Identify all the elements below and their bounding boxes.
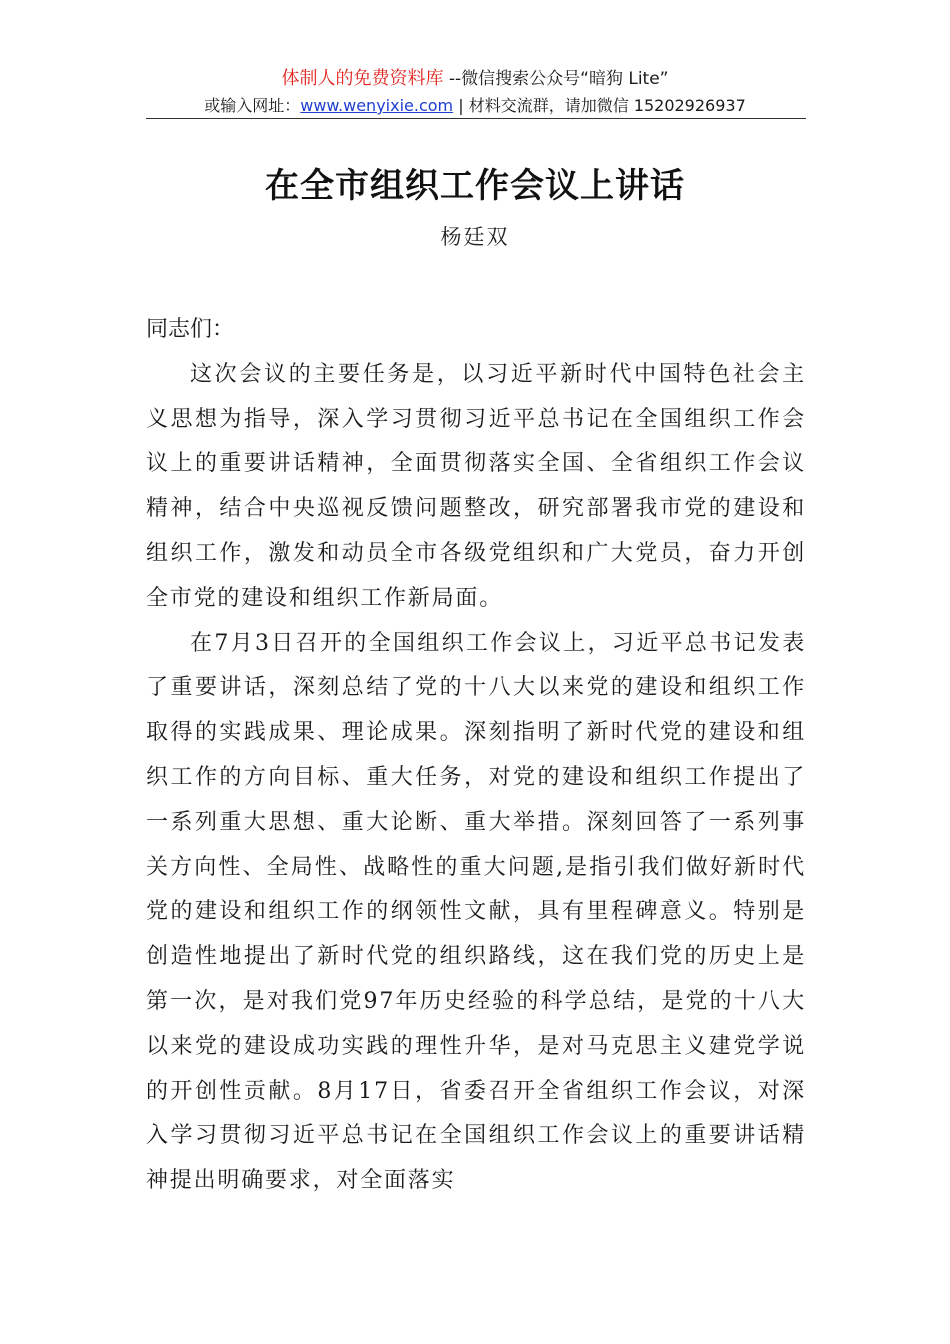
document-author: 杨廷双 — [440, 225, 510, 249]
page-header — [0, 66, 950, 118]
paragraph-2: 在7月3日召开的全国组织工作会议上，习近平总书记发表了重要讲话，深刻总结了党的十八大以来党的建设和组织工作取得的实践成果、理论成果。深刻指明了新时代党的建设和组织工作的方向目标、重大任务，对党的建设和组织工作提出了一系列重大思想、重大论断、重大举措。深刻回答了一系列事关方向性、全局性、战略性的重大问题,是指引我们做好新时代党的建设和组织工作的纲领性文献，具有里程碑意义。特别是创造性地提出了新时代党的组织路线，这在我们党的历史上是第一次，是对我们党97年历史经验的科学总结，是党的十八大以来党的建设成功实践的理性升华，是对马克思主义建党学说的开创性贡献。8月17日，省委召开全省组织工作会议，对深入学习贯彻习近平总书记在全国组织工作会议上的重要讲话精神提出明确要求，对全面落实 — [146, 630, 806, 1194]
wechat-tagline: --微信搜索公众号“暗狗 Lite” — [443, 69, 669, 89]
header-separator: | — [453, 96, 469, 115]
url-prefix: 或输入网址： — [204, 96, 301, 115]
paragraph-1: 这次会议的主要任务是，以习近平新时代中国特色社会主义思想为指导，深入学习贯彻习近平总书记在全国组织工作会议上的重要讲话精神，全面贯彻落实全国、全省组织工作会议精神，结合中央巡视反馈问题整改，研究部署我市党的建设和组织工作，激发和动员全市各级党组织和广大党员，奋力开创全市党的建设和组织工作新局面。 — [146, 361, 806, 611]
contact-info: 材料交流群，请加微信 15202926937 — [468, 96, 746, 115]
header-divider — [146, 118, 806, 119]
document-body — [146, 308, 806, 1204]
document-title: 在全市组织工作会议上讲话 — [265, 166, 685, 206]
header-contact-line — [0, 94, 950, 118]
header-banner — [0, 66, 950, 92]
website-link[interactable]: www.wenyixie.com — [300, 96, 454, 115]
salutation: 同志们： — [146, 317, 235, 342]
brand-name: 体制人的免费资料库 — [281, 68, 444, 89]
